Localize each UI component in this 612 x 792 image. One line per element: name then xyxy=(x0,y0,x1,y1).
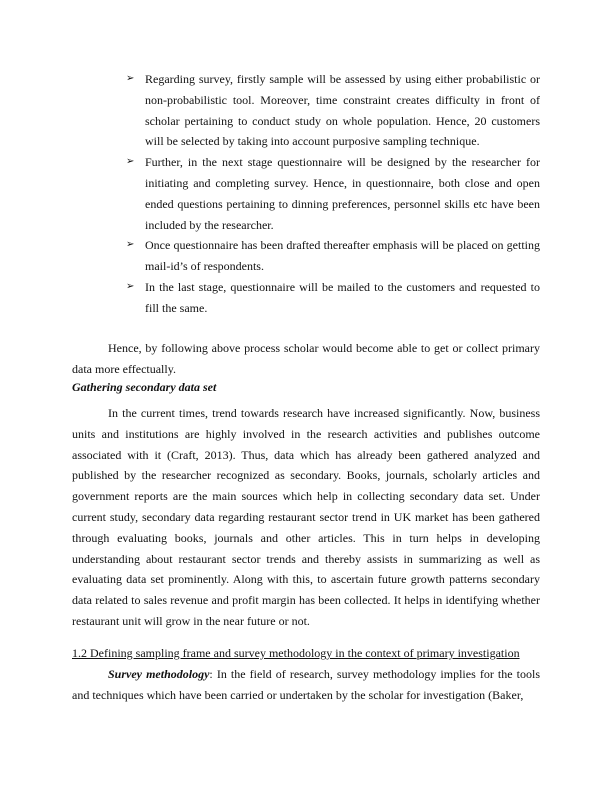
arrow-bullet-icon: ➢ xyxy=(126,73,135,84)
bullet-list xyxy=(126,69,540,319)
arrow-bullet-icon: ➢ xyxy=(126,280,135,292)
bullet-item: ➢ Once questionnaire has been drafted thereafter emphasis will be placed on getting mail-id’s of respondents. xyxy=(126,235,540,277)
bullet-item: ➢ Regarding survey, firstly sample will be assessed by using either probabilistic or non-probabilistic tool. Moreover, time constraint creates difficulty in front of scholar pertaining to conduct study on whole population. Hence, 20 customers will be selected by taking into account purposive sampling technique. xyxy=(126,69,540,152)
secondary-data-heading: Gathering secondary data set xyxy=(72,380,217,394)
section-heading: 1.2 Defining sampling frame and survey methodology in the context of primary investigation xyxy=(72,646,520,660)
bullet-item: ➢ Further, in the next stage questionnaire will be designed by the researcher for initiating and completing survey. Hence, in questionnaire, both close and open ended questions pertaining to dinning preferences, personnel skills etc have been included by the researcher. xyxy=(126,152,540,235)
arrow-bullet-icon: ➢ xyxy=(126,156,135,168)
conclusion-paragraph: Hence, by following above process scholar would become able to get or collect primary data more effectually. xyxy=(72,341,540,376)
arrow-bullet-icon: ➢ xyxy=(126,239,135,251)
bullet-item: ➢ In the last stage, questionnaire will be mailed to the customers and requested to fill the same. xyxy=(126,277,540,319)
secondary-data-paragraph: In the current times, trend towards research have increased significantly. Now, business units and institutions are highly involved in the research activities and publishes outcome associated with it (Craft, 2013). Thus, data which has already been gathered analyzed and published by the researcher recognized as secondary. Books, journals, scholarly articles and government reports are the main sources which help in collecting secondary data set. Under current study, secondary data regarding restaurant sector trend in UK market has been gathered through evaluating books, journals and other articles. This in turn helps in developing understanding about restaurant sector trends and thereby assists in summarizing as well as evaluating data set prominently. Along with this, to ascertain future growth patterns secondary data related to sales revenue and profit margin has been collected. It helps in identifying whether restaurant unit will grow in the near future or not. xyxy=(72,406,540,628)
survey-methodology-paragraph: Survey methodology: In the field of research, survey methodology implies for the tools and techniques which have been carried or undertaken by the scholar for investigation (Baker, xyxy=(72,667,540,702)
survey-methodology-label: Survey methodology xyxy=(108,667,210,681)
